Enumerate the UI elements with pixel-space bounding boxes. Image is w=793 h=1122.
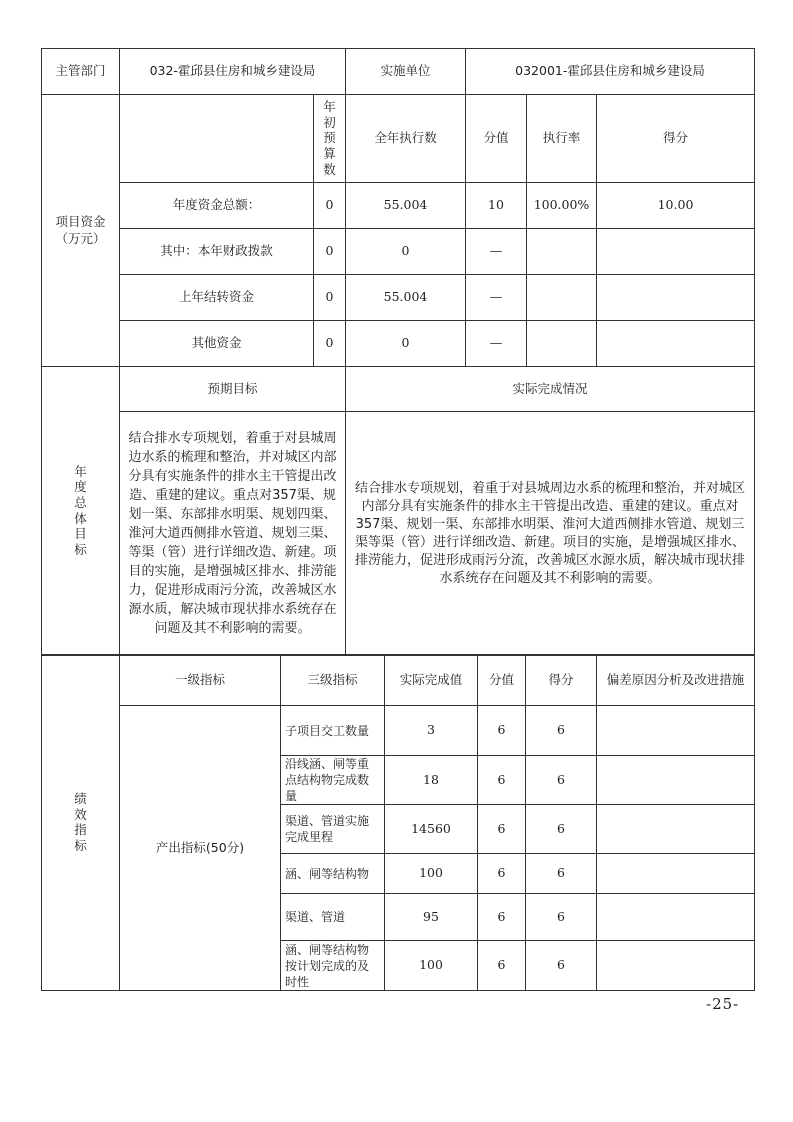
fund-executed: 0 xyxy=(346,229,466,275)
indicator-actual: 100 xyxy=(385,941,478,991)
indicator-score-value: 6 xyxy=(478,941,526,991)
funds-col-name xyxy=(120,95,314,183)
fund-score-value: — xyxy=(466,229,527,275)
indicator-analysis xyxy=(597,805,755,854)
indicator-analysis xyxy=(597,706,755,756)
indicator-score: 6 xyxy=(526,706,597,756)
indicator-name: 渠道、管道实施完成里程 xyxy=(281,805,385,854)
unit-label: 实施单位 xyxy=(346,49,466,95)
indicator-actual: 95 xyxy=(385,894,478,941)
performance-table xyxy=(41,654,755,991)
col-level3: 三级指标 xyxy=(281,655,385,706)
goals-section-label: 年度总体目标 xyxy=(42,367,120,656)
indicator-score-value: 6 xyxy=(478,756,526,805)
funds-col-budget: 年初预算数 xyxy=(314,95,346,183)
fund-score: 10.00 xyxy=(597,183,755,229)
fund-name: 其他资金 xyxy=(120,321,314,367)
dept-value: 032-霍邱县住房和城乡建设局 xyxy=(120,49,346,95)
actual-result-text: 结合排水专项规划，着重于对县城周边水系的梳理和整治，并对城区内部分具有实施条件的排水主干管提出改造、重建的建议。重点对357渠、规划一渠、东部排水明渠、淮河大道西侧排水管道、规划三渠等渠（管）进行详细改造、新建。项目的实施，是增强城区排水、排涝能力，促进形成雨污分流，改善城区水源水质，解决城市现状排水系统存在问题及其不利影响的需要。 xyxy=(346,412,755,656)
fund-budget: 0 xyxy=(314,229,346,275)
expected-goal-label: 预期目标 xyxy=(120,367,346,412)
funds-section-label: 项目资金（万元） xyxy=(42,95,120,367)
indicator-actual: 3 xyxy=(385,706,478,756)
indicator-score: 6 xyxy=(526,894,597,941)
indicator-row xyxy=(42,706,755,756)
fund-rate xyxy=(527,321,597,367)
indicator-score-value: 6 xyxy=(478,706,526,756)
col-score: 得分 xyxy=(526,655,597,706)
unit-value: 032001-霍邱县住房和城乡建设局 xyxy=(466,49,755,95)
goals-header-row xyxy=(42,367,755,412)
indicator-name: 渠道、管道 xyxy=(281,894,385,941)
fund-score xyxy=(597,321,755,367)
funds-col-executed: 全年执行数 xyxy=(346,95,466,183)
indicator-score-value: 6 xyxy=(478,854,526,894)
goals-content-row xyxy=(42,412,755,656)
funds-row xyxy=(42,183,755,229)
indicator-score-value: 6 xyxy=(478,805,526,854)
col-analysis: 偏差原因分析及改进措施 xyxy=(597,655,755,706)
funds-row xyxy=(42,229,755,275)
fund-score-value: — xyxy=(466,275,527,321)
col-score-value: 分值 xyxy=(478,655,526,706)
col-actual: 实际完成值 xyxy=(385,655,478,706)
fund-name: 其中：本年财政拨款 xyxy=(120,229,314,275)
funds-col-rate: 执行率 xyxy=(527,95,597,183)
fund-score-value: — xyxy=(466,321,527,367)
fund-budget: 0 xyxy=(314,183,346,229)
fund-name: 上年结转资金 xyxy=(120,275,314,321)
fund-score xyxy=(597,275,755,321)
indicator-score-value: 6 xyxy=(478,894,526,941)
expected-goal-text: 结合排水专项规划，着重于对县城周边水系的梳理和整治，并对城区内部分具有实施条件的排水主干管提出改造、重建的建议。重点对357渠、规划一渠、东部排水明渠、规划四渠、淮河大道西侧排水管道、规划三渠、等渠（管）进行详细改造、新建。项目的实施，是增强城区排水、排涝能力，促进形成雨污分流，改善城区水源水质，解决城市现状排水系统存在问题及其不利影响的需要。 xyxy=(120,412,346,656)
indicator-score: 6 xyxy=(526,805,597,854)
col-level1: 一级指标 xyxy=(120,655,281,706)
indicator-name: 子项目交工数量 xyxy=(281,706,385,756)
fund-budget: 0 xyxy=(314,321,346,367)
performance-header-row xyxy=(42,655,755,706)
funds-col-score-value: 分值 xyxy=(466,95,527,183)
indicator-analysis xyxy=(597,854,755,894)
funds-col-score: 得分 xyxy=(597,95,755,183)
dept-row xyxy=(42,49,755,95)
fund-rate xyxy=(527,229,597,275)
level1-indicator: 产出指标(50分) xyxy=(120,706,281,991)
fund-rate xyxy=(527,275,597,321)
funds-header-row xyxy=(42,95,755,183)
indicator-analysis xyxy=(597,941,755,991)
fund-name: 年度资金总额： xyxy=(120,183,314,229)
page-number: -25- xyxy=(706,995,740,1013)
indicator-actual: 14560 xyxy=(385,805,478,854)
indicator-analysis xyxy=(597,894,755,941)
indicator-score: 6 xyxy=(526,756,597,805)
indicator-score: 6 xyxy=(526,854,597,894)
indicator-score: 6 xyxy=(526,941,597,991)
dept-label: 主管部门 xyxy=(42,49,120,95)
fund-executed: 55.004 xyxy=(346,275,466,321)
indicator-name: 沿线涵、闸等重点结构物完成数量 xyxy=(281,756,385,805)
evaluation-table-top xyxy=(41,48,755,656)
indicator-analysis xyxy=(597,756,755,805)
indicator-name: 涵、闸等结构物 xyxy=(281,854,385,894)
fund-budget: 0 xyxy=(314,275,346,321)
actual-result-label: 实际完成情况 xyxy=(346,367,755,412)
funds-row xyxy=(42,321,755,367)
fund-score xyxy=(597,229,755,275)
performance-section-label: 绩效指标 xyxy=(42,655,120,991)
fund-score-value: 10 xyxy=(466,183,527,229)
fund-executed: 55.004 xyxy=(346,183,466,229)
fund-executed: 0 xyxy=(346,321,466,367)
indicator-name: 涵、闸等结构物按计划完成的及时性 xyxy=(281,941,385,991)
indicator-actual: 100 xyxy=(385,854,478,894)
fund-rate: 100.00% xyxy=(527,183,597,229)
funds-row xyxy=(42,275,755,321)
indicator-actual: 18 xyxy=(385,756,478,805)
